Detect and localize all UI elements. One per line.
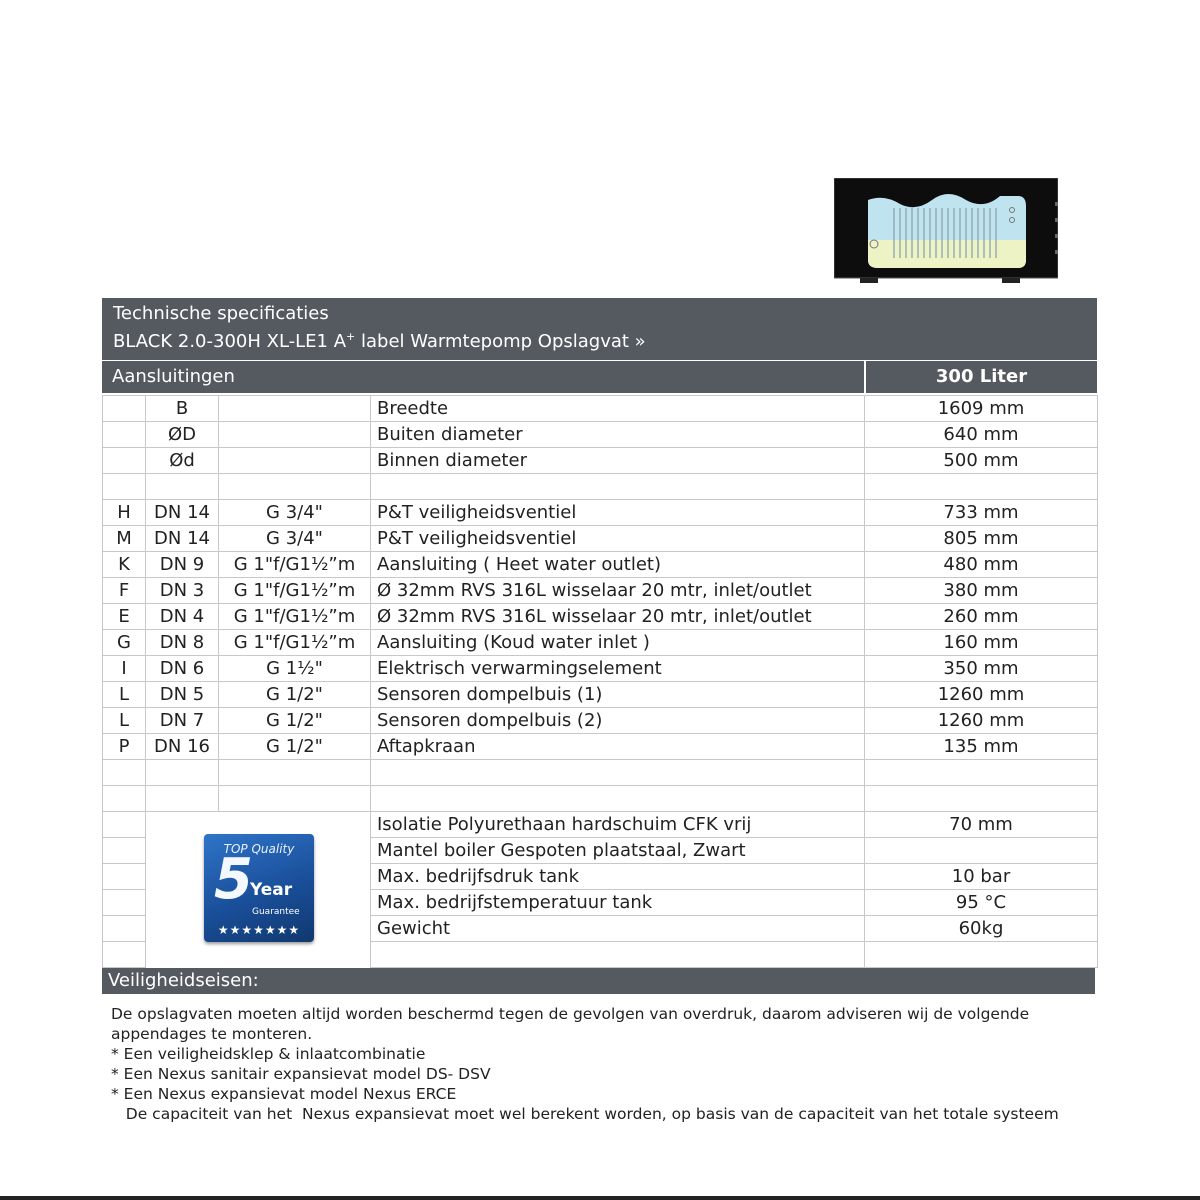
row-description: Max. bedrijfsdruk tank — [371, 864, 865, 890]
row-thread: G 1"f/G1½”m — [219, 604, 371, 630]
product-name-suffix: label Warmtepomp Opslagvat » — [355, 331, 646, 352]
row-value — [865, 786, 1098, 812]
row-thread — [219, 448, 371, 474]
table-row — [103, 396, 1098, 422]
connections-header — [102, 361, 866, 393]
safety-line: appendages te monteren. — [111, 1025, 313, 1043]
bottom-divider — [0, 1196, 1200, 1200]
table-row — [103, 630, 1098, 656]
row-description: Isolatie Polyurethaan hardschuim CFK vrij — [371, 812, 865, 838]
row-value — [865, 942, 1098, 968]
row-thread: G 1"f/G1½”m — [219, 552, 371, 578]
badge-number: 5 — [214, 847, 253, 912]
row-value: 500 mm — [865, 448, 1098, 474]
row-value — [865, 474, 1098, 500]
row-value — [865, 838, 1098, 864]
row-description: Binnen diameter — [371, 448, 865, 474]
row-letter: F — [103, 578, 146, 604]
row-description: Ø 32mm RVS 316L wisselaar 20 mtr, inlet/outlet — [371, 578, 865, 604]
row-dn — [146, 474, 219, 500]
table-row — [103, 812, 1098, 838]
safety-text — [111, 1004, 1091, 1124]
badge-year: Year — [250, 880, 293, 900]
row-value: 1260 mm — [865, 682, 1098, 708]
row-description: Gewicht — [371, 916, 865, 942]
row-description — [371, 942, 865, 968]
table-row — [103, 604, 1098, 630]
row-description: Aansluiting ( Heet water outlet) — [371, 552, 865, 578]
connections-label: Aansluitingen — [112, 366, 235, 387]
row-thread: G 1½" — [219, 656, 371, 682]
table-row — [103, 734, 1098, 760]
safety-line: * Een Nexus expansievat model Nexus ERCE — [111, 1085, 457, 1103]
safety-line: De opslagvaten moeten altijd worden beschermd tegen de gevolgen van overdruk, daarom adviseren wij de volgende — [111, 1005, 1030, 1023]
safety-line: * Een Nexus sanitair expansievat model DS- DSV — [111, 1065, 491, 1083]
row-value: 733 mm — [865, 500, 1098, 526]
row-letter — [103, 396, 146, 422]
row-thread — [219, 760, 371, 786]
spec-title: Technische specificaties — [113, 303, 329, 324]
row-letter — [103, 916, 146, 942]
row-description: Buiten diameter — [371, 422, 865, 448]
table-row — [103, 422, 1098, 448]
row-thread: G 1/2" — [219, 734, 371, 760]
row-thread: G 3/4" — [219, 526, 371, 552]
row-letter — [103, 812, 146, 838]
row-thread — [219, 396, 371, 422]
row-description: Max. bedrijfstemperatuur tank — [371, 890, 865, 916]
safety-line: De capaciteit van het Nexus expansievat moet wel berekent worden, op basis van de capaciteit van het totale systeem — [111, 1105, 1059, 1123]
row-letter — [103, 890, 146, 916]
table-subheader — [102, 361, 1097, 393]
row-thread: G 1"f/G1½”m — [219, 578, 371, 604]
row-letter: M — [103, 526, 146, 552]
safety-header — [102, 968, 1095, 994]
row-description: Sensoren dompelbuis (2) — [371, 708, 865, 734]
table-row — [103, 578, 1098, 604]
row-description: Breedte — [371, 396, 865, 422]
row-letter — [103, 786, 146, 812]
row-letter: K — [103, 552, 146, 578]
row-dn: DN 6 — [146, 656, 219, 682]
row-description — [371, 760, 865, 786]
row-thread — [219, 786, 371, 812]
row-dn: Ød — [146, 448, 219, 474]
row-dn: DN 3 — [146, 578, 219, 604]
table-row — [103, 786, 1098, 812]
row-value: 60kg — [865, 916, 1098, 942]
row-description: P&T veiligheidsventiel — [371, 526, 865, 552]
row-letter — [103, 942, 146, 968]
row-dn: DN 14 — [146, 500, 219, 526]
product-name-sup: + — [346, 330, 356, 343]
safety-line: * Een veiligheidsklep & inlaatcombinatie — [111, 1045, 426, 1063]
row-thread — [219, 474, 371, 500]
table-row — [103, 526, 1098, 552]
row-value: 160 mm — [865, 630, 1098, 656]
row-value: 135 mm — [865, 734, 1098, 760]
safety-title: Veiligheidseisen: — [108, 970, 259, 991]
row-value: 640 mm — [865, 422, 1098, 448]
row-description: Mantel boiler Gespoten plaatstaal, Zwart — [371, 838, 865, 864]
row-value: 95 °C — [865, 890, 1098, 916]
row-letter: H — [103, 500, 146, 526]
spec-table — [102, 395, 1098, 968]
row-thread: G 3/4" — [219, 500, 371, 526]
row-dn — [146, 760, 219, 786]
row-dn: B — [146, 396, 219, 422]
row-letter: P — [103, 734, 146, 760]
capacity-header: 300 Liter — [935, 366, 1028, 387]
badge-stars: ★★★★★★★ — [217, 923, 301, 937]
row-value: 380 mm — [865, 578, 1098, 604]
row-letter — [103, 474, 146, 500]
row-letter — [103, 838, 146, 864]
row-dn: DN 4 — [146, 604, 219, 630]
row-value: 260 mm — [865, 604, 1098, 630]
table-row — [103, 500, 1098, 526]
storage-tank-image — [834, 178, 1058, 284]
row-value: 805 mm — [865, 526, 1098, 552]
product-name-main: BLACK 2.0-300H XL-LE1 A — [113, 331, 347, 352]
row-letter: L — [103, 682, 146, 708]
table-row — [103, 474, 1098, 500]
row-letter: I — [103, 656, 146, 682]
product-name — [113, 330, 646, 352]
row-dn: DN 14 — [146, 526, 219, 552]
row-value: 1609 mm — [865, 396, 1098, 422]
row-thread: G 1"f/G1½”m — [219, 630, 371, 656]
row-value: 70 mm — [865, 812, 1098, 838]
row-letter — [103, 422, 146, 448]
table-row — [103, 552, 1098, 578]
row-letter: G — [103, 630, 146, 656]
row-letter — [103, 760, 146, 786]
row-value: 10 bar — [865, 864, 1098, 890]
badge-guarantee: Guarantee — [252, 907, 300, 917]
table-row — [103, 760, 1098, 786]
row-description: Elektrisch verwarmingselement — [371, 656, 865, 682]
row-description: Sensoren dompelbuis (1) — [371, 682, 865, 708]
row-value: 480 mm — [865, 552, 1098, 578]
row-letter — [103, 448, 146, 474]
row-dn: DN 8 — [146, 630, 219, 656]
row-dn: DN 7 — [146, 708, 219, 734]
row-description: Ø 32mm RVS 316L wisselaar 20 mtr, inlet/outlet — [371, 604, 865, 630]
row-dn: DN 5 — [146, 682, 219, 708]
row-value: 350 mm — [865, 656, 1098, 682]
table-row — [103, 656, 1098, 682]
badge-top-text: TOP Quality — [223, 842, 295, 856]
guarantee-badge — [204, 834, 314, 942]
row-dn — [146, 786, 219, 812]
row-description — [371, 474, 865, 500]
spec-header — [102, 298, 1097, 360]
table-row — [103, 708, 1098, 734]
row-description: Aansluiting (Koud water inlet ) — [371, 630, 865, 656]
row-dn: DN 16 — [146, 734, 219, 760]
table-row — [103, 682, 1098, 708]
row-description: P&T veiligheidsventiel — [371, 500, 865, 526]
table-row — [103, 448, 1098, 474]
row-thread: G 1/2" — [219, 682, 371, 708]
row-value — [865, 760, 1098, 786]
row-letter: L — [103, 708, 146, 734]
guarantee-badge-cell — [146, 812, 371, 968]
row-dn: DN 9 — [146, 552, 219, 578]
row-thread: G 1/2" — [219, 708, 371, 734]
row-description: Aftapkraan — [371, 734, 865, 760]
row-letter: E — [103, 604, 146, 630]
row-dn: ØD — [146, 422, 219, 448]
row-value: 1260 mm — [865, 708, 1098, 734]
row-thread — [219, 422, 371, 448]
row-letter — [103, 864, 146, 890]
row-description — [371, 786, 865, 812]
